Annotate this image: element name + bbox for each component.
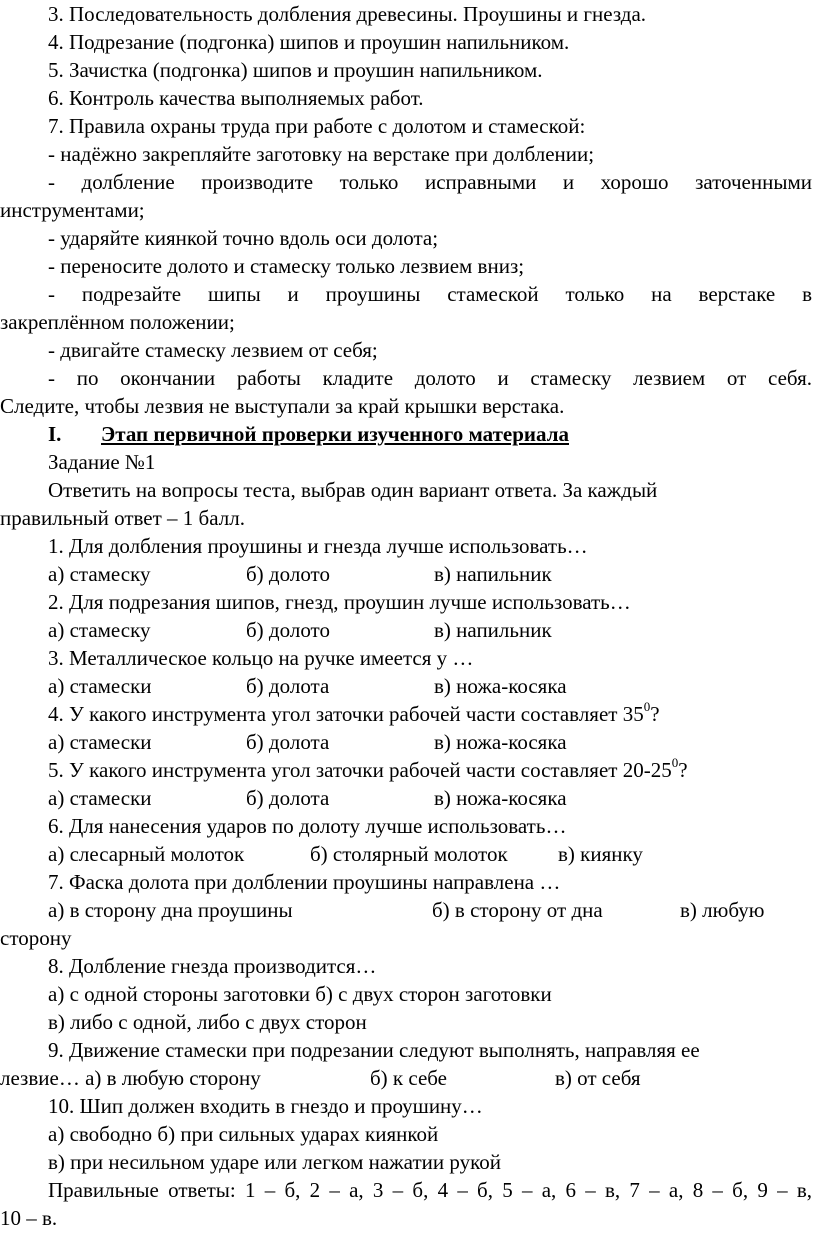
option-c: в) напильник xyxy=(434,562,552,586)
question-8: 8. Долбление гнезда производится… xyxy=(48,954,377,978)
question-10-option-c: в) при несильном ударе или легком нажатии рукой xyxy=(48,1150,501,1174)
question-3-options xyxy=(0,672,816,700)
safety-rule-cont: закреплённом положении; xyxy=(0,310,235,334)
option-a: а) стамеску xyxy=(48,562,151,586)
option-c: в) киянку xyxy=(558,842,643,866)
option-b: б) к себе xyxy=(370,1066,448,1090)
task-instruction-cont: правильный ответ – 1 балл. xyxy=(0,506,245,530)
safety-rule-cont: инструментами; xyxy=(0,198,145,222)
task-instruction: Ответить на вопросы теста, выбрав один вариант ответа. За каждый xyxy=(48,478,658,502)
option-c: в) напильник xyxy=(434,618,552,642)
question-5 xyxy=(0,756,816,784)
section-heading xyxy=(0,420,816,448)
safety-rule: - подрезайте шипы и проушины стамеской только на верстаке в xyxy=(48,282,812,306)
option-a: а) стамески xyxy=(48,786,152,810)
option-b: б) долота xyxy=(246,786,330,810)
answer-key-cont: 10 – в. xyxy=(0,1206,58,1230)
question-9-cont-option-a: лезвие… а) в любую сторону xyxy=(0,1066,261,1090)
safety-rule-cont: Следите, чтобы лезвия не выступали за край крышки верстака. xyxy=(0,394,565,418)
question-2-options xyxy=(0,616,816,644)
question-2: 2. Для подрезания шипов, гнезд, проушин лучше использовать… xyxy=(48,590,631,614)
question-10: 10. Шип должен входить в гнездо и проушину… xyxy=(48,1094,483,1118)
option-b: б) долота xyxy=(246,730,330,754)
intro-line: 7. Правила охраны труда при работе с долотом и стамеской: xyxy=(48,114,586,138)
option-a: а) стамески xyxy=(48,674,152,698)
section-number: I. xyxy=(48,422,62,446)
option-b: б) долота xyxy=(246,674,330,698)
answer-key: Правильные ответы: 1 – б, 2 – а, 3 – б, 4 – б, 5 – а, 6 – в, 7 – а, 8 – б, 9 – в, xyxy=(48,1178,812,1202)
option-b: б) долото xyxy=(246,562,330,586)
option-c: в) ножа-косяка xyxy=(434,786,567,810)
intro-line: 4. Подрезание (подгонка) шипов и проушин напильником. xyxy=(48,30,570,54)
degree-mark: 0 xyxy=(671,755,679,770)
safety-rule: - переносите долото и стамеску только лезвием вниз; xyxy=(48,254,525,278)
question-9-options xyxy=(0,1064,816,1092)
question-7: 7. Фаска долота при долблении проушины направлена … xyxy=(48,870,561,894)
intro-line: 3. Последовательность долбления древесины. Проушины и гнезда. xyxy=(48,2,647,26)
intro-line: 5. Зачистка (подгонка) шипов и проушин напильником. xyxy=(48,58,543,82)
option-b: б) столярный молоток xyxy=(310,842,508,866)
question-3: 3. Металлическое кольцо на ручке имеется у … xyxy=(48,646,474,670)
option-c: в) любую xyxy=(680,898,765,922)
option-c: в) ножа-косяка xyxy=(434,730,567,754)
question-1-options xyxy=(0,560,816,588)
question-mark: ? xyxy=(678,758,688,782)
question-8-option-c: в) либо с одной, либо с двух сторон xyxy=(48,1010,367,1034)
safety-rule: - двигайте стамеску лезвием от себя; xyxy=(48,338,378,362)
question-8-options-ab: а) с одной стороны заготовки б) с двух сторон заготовки xyxy=(48,982,552,1006)
task-title: Задание №1 xyxy=(48,450,156,474)
question-4 xyxy=(0,700,816,728)
safety-rule: - по окончании работы кладите долото и стамеску лезвием от себя. xyxy=(48,366,812,390)
option-a: а) стамеску xyxy=(48,618,151,642)
safety-rule: - надёжно закрепляйте заготовку на верстаке при долблении; xyxy=(48,142,595,166)
question-7-options xyxy=(0,896,816,924)
option-a: а) слесарный молоток xyxy=(48,842,245,866)
question-mark: ? xyxy=(650,702,660,726)
intro-line: 6. Контроль качества выполняемых работ. xyxy=(48,86,424,110)
question-5-text: 5. У какого инструмента угол заточки рабочей части составляет 20-25 xyxy=(48,758,672,782)
option-a: а) стамески xyxy=(48,730,152,754)
safety-rule: - ударяйте киянкой точно вдоль оси долота; xyxy=(48,226,439,250)
question-10-options-ab: а) свободно б) при сильных ударах киянкой xyxy=(48,1122,439,1146)
question-7-options-cont: сторону xyxy=(0,926,72,950)
option-b: б) долото xyxy=(246,618,330,642)
option-a: а) в сторону дна проушины xyxy=(48,898,293,922)
question-4-text: 4. У какого инструмента угол заточки рабочей части составляет 35 xyxy=(48,702,644,726)
question-1: 1. Для долбления проушины и гнезда лучше использовать… xyxy=(48,534,588,558)
question-5-options xyxy=(0,784,816,812)
question-4-options xyxy=(0,728,816,756)
degree-mark: 0 xyxy=(643,699,651,714)
question-6-options xyxy=(0,840,816,868)
safety-rule: - долбление производите только исправными и хорошо заточенными xyxy=(48,170,812,194)
question-9: 9. Движение стамески при подрезании следуют выполнять, направляя ее xyxy=(48,1038,700,1062)
option-b: б) в сторону от дна xyxy=(432,898,603,922)
option-c: в) ножа-косяка xyxy=(434,674,567,698)
section-title: Этап первичной проверки изученного материала xyxy=(101,422,569,446)
option-c: в) от себя xyxy=(555,1066,641,1090)
question-6: 6. Для нанесения ударов по долоту лучше использовать… xyxy=(48,814,567,838)
